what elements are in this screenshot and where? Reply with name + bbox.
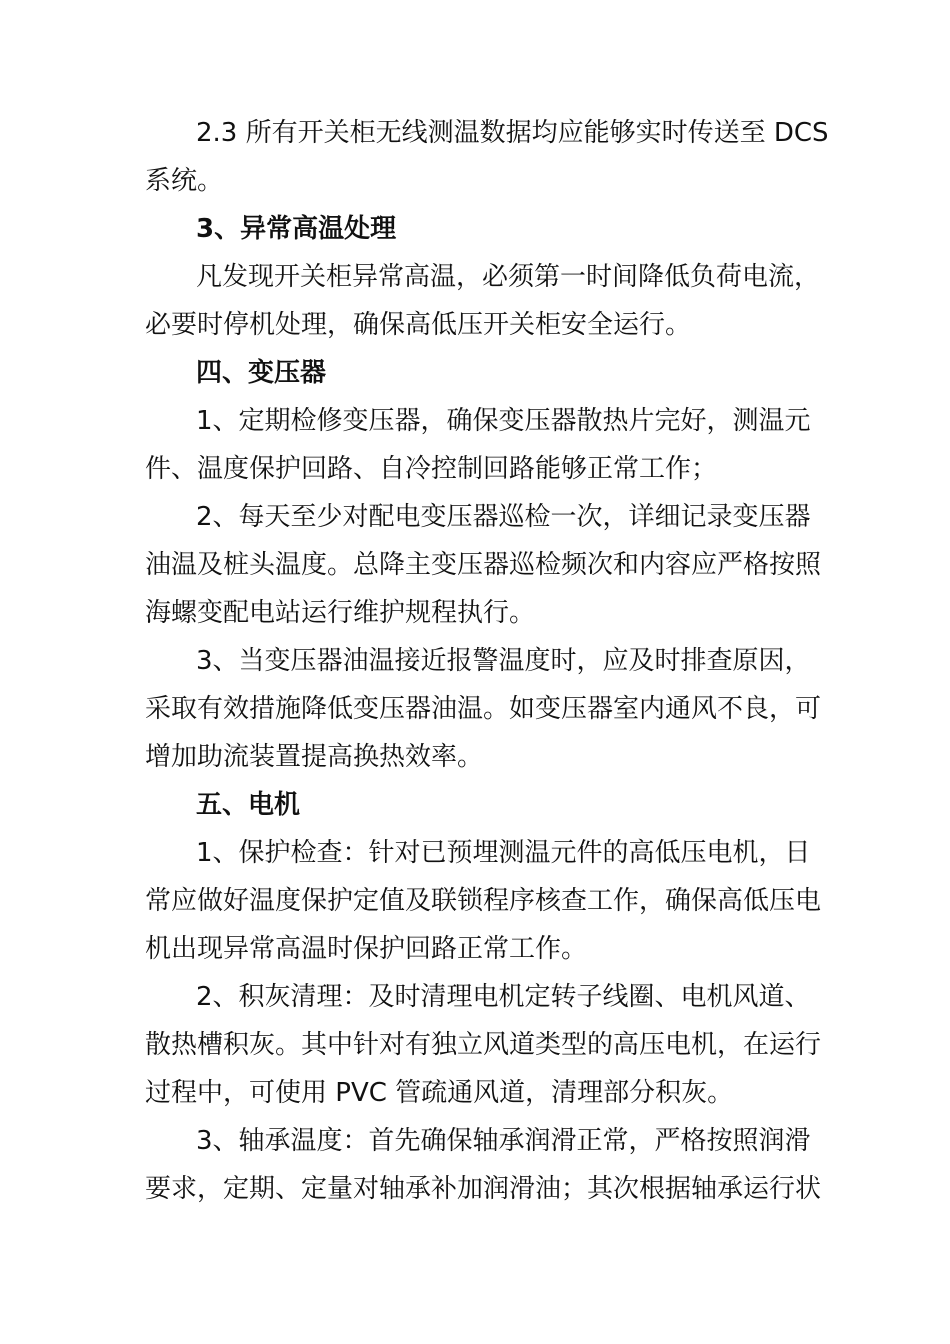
paragraph-high-temp-line-2: 必要时停机处理，确保高低压开关柜安全运行。 bbox=[145, 310, 692, 340]
paragraph-motor-3-line-1: 3、轴承温度：首先确保轴承润滑正常，严格按照润滑 bbox=[196, 1126, 811, 1156]
paragraph-motor-2-line-3: 过程中，可使用 PVC 管疏通风道，清理部分积灰。 bbox=[145, 1078, 734, 1108]
heading-transformer: 四、变压器 bbox=[196, 358, 327, 388]
paragraph-transformer-3-line-2: 采取有效措施降低变压器油温。如变压器室内通风不良，可 bbox=[145, 694, 822, 724]
paragraph-transformer-2-line-1: 2、每天至少对配电变压器巡检一次，详细记录变压器 bbox=[196, 502, 811, 532]
heading-abnormal-high-temperature: 3、异常高温处理 bbox=[196, 214, 397, 244]
paragraph-motor-2-line-1: 2、积灰清理：及时清理电机定转子线圈、电机风道、 bbox=[196, 982, 811, 1012]
paragraph-motor-1-line-2: 常应做好温度保护定值及联锁程序核查工作，确保高低压电 bbox=[145, 886, 822, 916]
paragraph-motor-2-line-2: 散热槽积灰。其中针对有独立风道类型的高压电机，在运行 bbox=[145, 1030, 822, 1060]
paragraph-2-3-line-1: 2.3 所有开关柜无线测温数据均应能够实时传送至 DCS bbox=[196, 118, 829, 148]
paragraph-motor-1-line-1: 1、保护检查：针对已预埋测温元件的高低压电机，日 bbox=[196, 838, 811, 868]
paragraph-transformer-2-line-3: 海螺变配电站运行维护规程执行。 bbox=[145, 598, 536, 628]
paragraph-motor-3-line-2: 要求，定期、定量对轴承补加润滑油；其次根据轴承运行状 bbox=[145, 1174, 822, 1204]
paragraph-2-3-line-2: 系统。 bbox=[145, 166, 224, 196]
paragraph-high-temp-line-1: 凡发现开关柜异常高温，必须第一时间降低负荷电流， bbox=[196, 262, 821, 292]
paragraph-motor-1-line-3: 机出现异常高温时保护回路正常工作。 bbox=[145, 934, 588, 964]
paragraph-transformer-1-line-1: 1、定期检修变压器，确保变压器散热片完好，测温元 bbox=[196, 406, 811, 436]
paragraph-transformer-1-line-2: 件、温度保护回路、自冷控制回路能够正常工作； bbox=[145, 454, 718, 484]
heading-motor: 五、电机 bbox=[196, 790, 301, 820]
paragraph-transformer-2-line-2: 油温及桩头温度。总降主变压器巡检频次和内容应严格按照 bbox=[145, 550, 822, 580]
paragraph-transformer-3-line-3: 增加助流装置提高换热效率。 bbox=[145, 742, 484, 772]
paragraph-transformer-3-line-1: 3、当变压器油温接近报警温度时，应及时排查原因， bbox=[196, 646, 811, 676]
